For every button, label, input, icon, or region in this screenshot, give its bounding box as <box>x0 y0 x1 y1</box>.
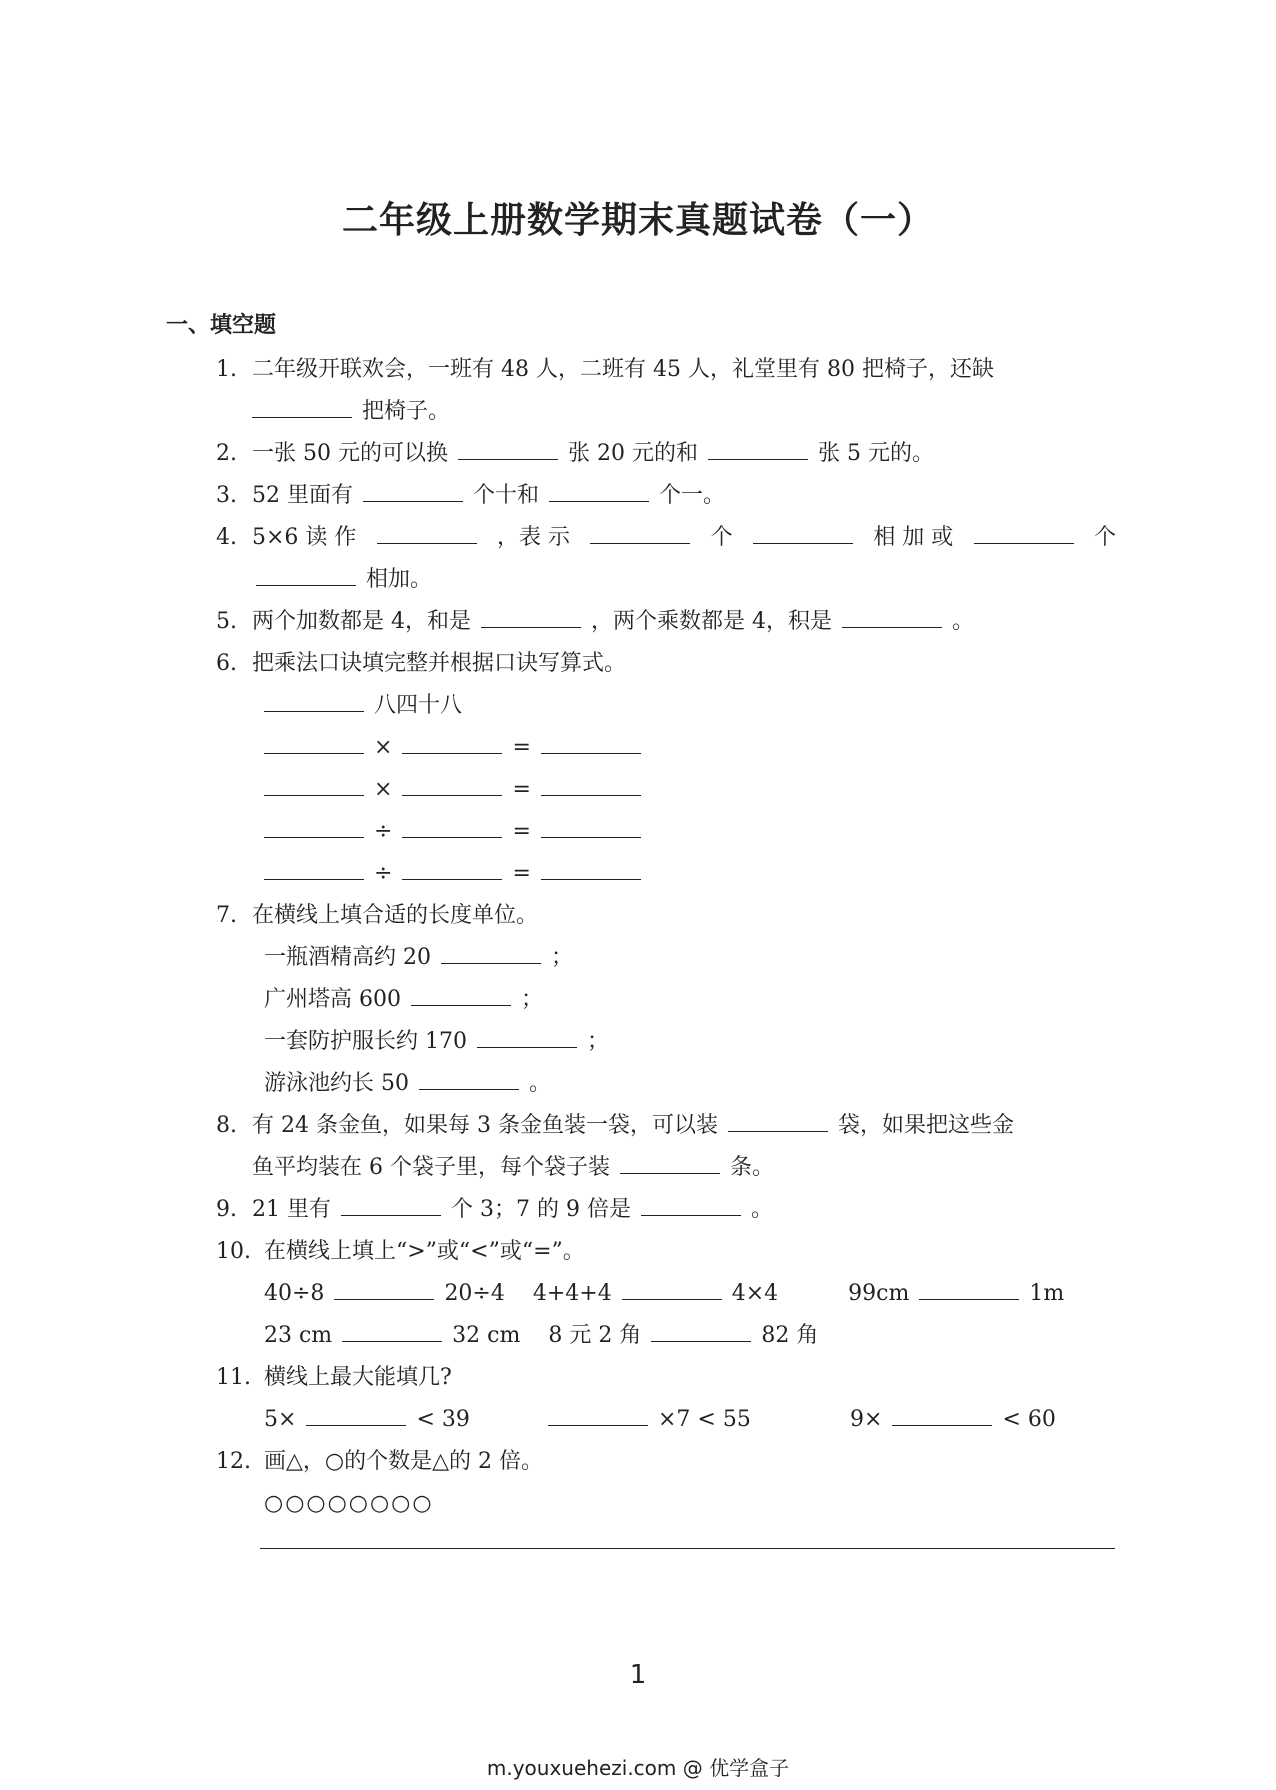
footer-watermark: m.youxuehezi.com @ 优学盒子 <box>486 1756 790 1780</box>
answer-blank[interactable] <box>402 817 502 838</box>
answer-blank[interactable] <box>402 733 502 754</box>
equation-row: × = <box>264 733 651 763</box>
answer-blank[interactable] <box>842 607 942 628</box>
answer-blank[interactable] <box>590 523 690 544</box>
question-2: 2. 一张 50 元的可以换 张 20 元的和 张 5 元的。 <box>216 441 934 466</box>
answer-blank[interactable] <box>548 1405 648 1426</box>
answer-blank[interactable] <box>974 523 1074 544</box>
answer-blank[interactable] <box>641 1195 741 1216</box>
question-11: 11. 横线上最大能填几? <box>216 1365 452 1390</box>
unit-row: 一套防护服长约 170 ； <box>264 1029 610 1054</box>
answer-blank[interactable] <box>264 733 364 754</box>
equation-row: ÷ = <box>264 817 651 847</box>
page-number: 1 <box>629 1660 647 1690</box>
answer-blank[interactable] <box>264 775 364 796</box>
max-fill-part-c: 9× < 60 <box>850 1407 1056 1432</box>
answer-blank[interactable] <box>541 817 641 838</box>
answer-blank[interactable] <box>402 775 502 796</box>
answer-blank[interactable] <box>549 481 649 502</box>
drawing-line[interactable] <box>260 1548 1115 1549</box>
unit-row: 游泳池约长 50 。 <box>264 1071 552 1096</box>
answer-blank[interactable] <box>620 1153 720 1174</box>
answer-blank[interactable] <box>342 1321 442 1342</box>
answer-blank[interactable] <box>541 733 641 754</box>
answer-blank[interactable] <box>708 439 808 460</box>
question-12: 12. 画△，○的个数是△的 2 倍。 <box>216 1449 544 1474</box>
answer-blank[interactable] <box>377 523 477 544</box>
answer-blank[interactable] <box>252 397 352 418</box>
section-heading: 一、填空题 <box>166 313 277 338</box>
answer-blank[interactable] <box>753 523 853 544</box>
question-1-cont: 把椅子。 <box>252 397 450 427</box>
answer-blank[interactable] <box>264 691 364 712</box>
answer-blank[interactable] <box>264 817 364 838</box>
compare-row: 40÷8 20÷4 4+4+4 4×4 99cm 1m <box>264 1281 1065 1306</box>
circles-row: ○○○○○○○○ <box>264 1491 434 1516</box>
answer-blank[interactable] <box>264 859 364 880</box>
answer-blank[interactable] <box>541 859 641 880</box>
question-4-cont: 相加。 <box>256 565 432 595</box>
answer-blank[interactable] <box>651 1321 751 1342</box>
answer-blank[interactable] <box>341 1195 441 1216</box>
answer-blank[interactable] <box>402 859 502 880</box>
answer-blank[interactable] <box>419 1069 519 1090</box>
max-fill-part-b: ×7 < 55 <box>548 1405 751 1435</box>
answer-blank[interactable] <box>481 607 581 628</box>
answer-blank[interactable] <box>306 1405 406 1426</box>
answer-blank[interactable] <box>728 1111 828 1132</box>
max-fill-part-a: 5× < 39 <box>264 1407 470 1432</box>
question-8-cont: 鱼平均装在 6 个袋子里，每个袋子装 条。 <box>252 1155 775 1180</box>
equation-row: ÷ = <box>264 859 651 889</box>
question-1: 1. 二年级开联欢会，一班有 48 人，二班有 45 人，礼堂里有 80 把椅子，还缺 <box>216 357 994 382</box>
unit-row: 广州塔高 600 ； <box>264 987 544 1012</box>
equation-row: × = <box>264 775 651 805</box>
question-4: 4. 5×6 读 作 ，表 示 个 相 加 或 个 <box>216 525 1116 550</box>
question-3: 3. 52 里面有 个十和 个一。 <box>216 483 726 508</box>
answer-blank[interactable] <box>477 1027 577 1048</box>
question-6: 6. 把乘法口诀填完整并根据口诀写算式。 <box>216 651 627 676</box>
question-10: 10. 在横线上填上“>”或“<”或“=”。 <box>216 1239 585 1264</box>
question-8: 8. 有 24 条金鱼，如果每 3 条金鱼装一袋，可以装 袋，如果把这些金 <box>216 1113 1014 1138</box>
question-9: 9. 21 里有 个 3；7 的 9 倍是 。 <box>216 1197 773 1222</box>
answer-blank[interactable] <box>363 481 463 502</box>
answer-blank[interactable] <box>622 1279 722 1300</box>
answer-blank[interactable] <box>411 985 511 1006</box>
answer-blank[interactable] <box>892 1405 992 1426</box>
rhyme-row: 八四十八 <box>264 691 462 721</box>
answer-blank[interactable] <box>541 775 641 796</box>
question-5: 5. 两个加数都是 4，和是 ，两个乘数都是 4，积是 。 <box>216 609 975 634</box>
answer-blank[interactable] <box>458 439 558 460</box>
answer-blank[interactable] <box>256 565 356 586</box>
compare-row: 23 cm 32 cm 8 元 2 角 82 角 <box>264 1323 819 1348</box>
answer-blank[interactable] <box>334 1279 434 1300</box>
question-7: 7. 在横线上填合适的长度单位。 <box>216 903 539 928</box>
answer-blank[interactable] <box>919 1279 1019 1300</box>
page-title: 二年级上册数学期末真题试卷（一） <box>341 200 934 241</box>
unit-row: 一瓶酒精高约 20 ； <box>264 945 574 970</box>
answer-blank[interactable] <box>441 943 541 964</box>
